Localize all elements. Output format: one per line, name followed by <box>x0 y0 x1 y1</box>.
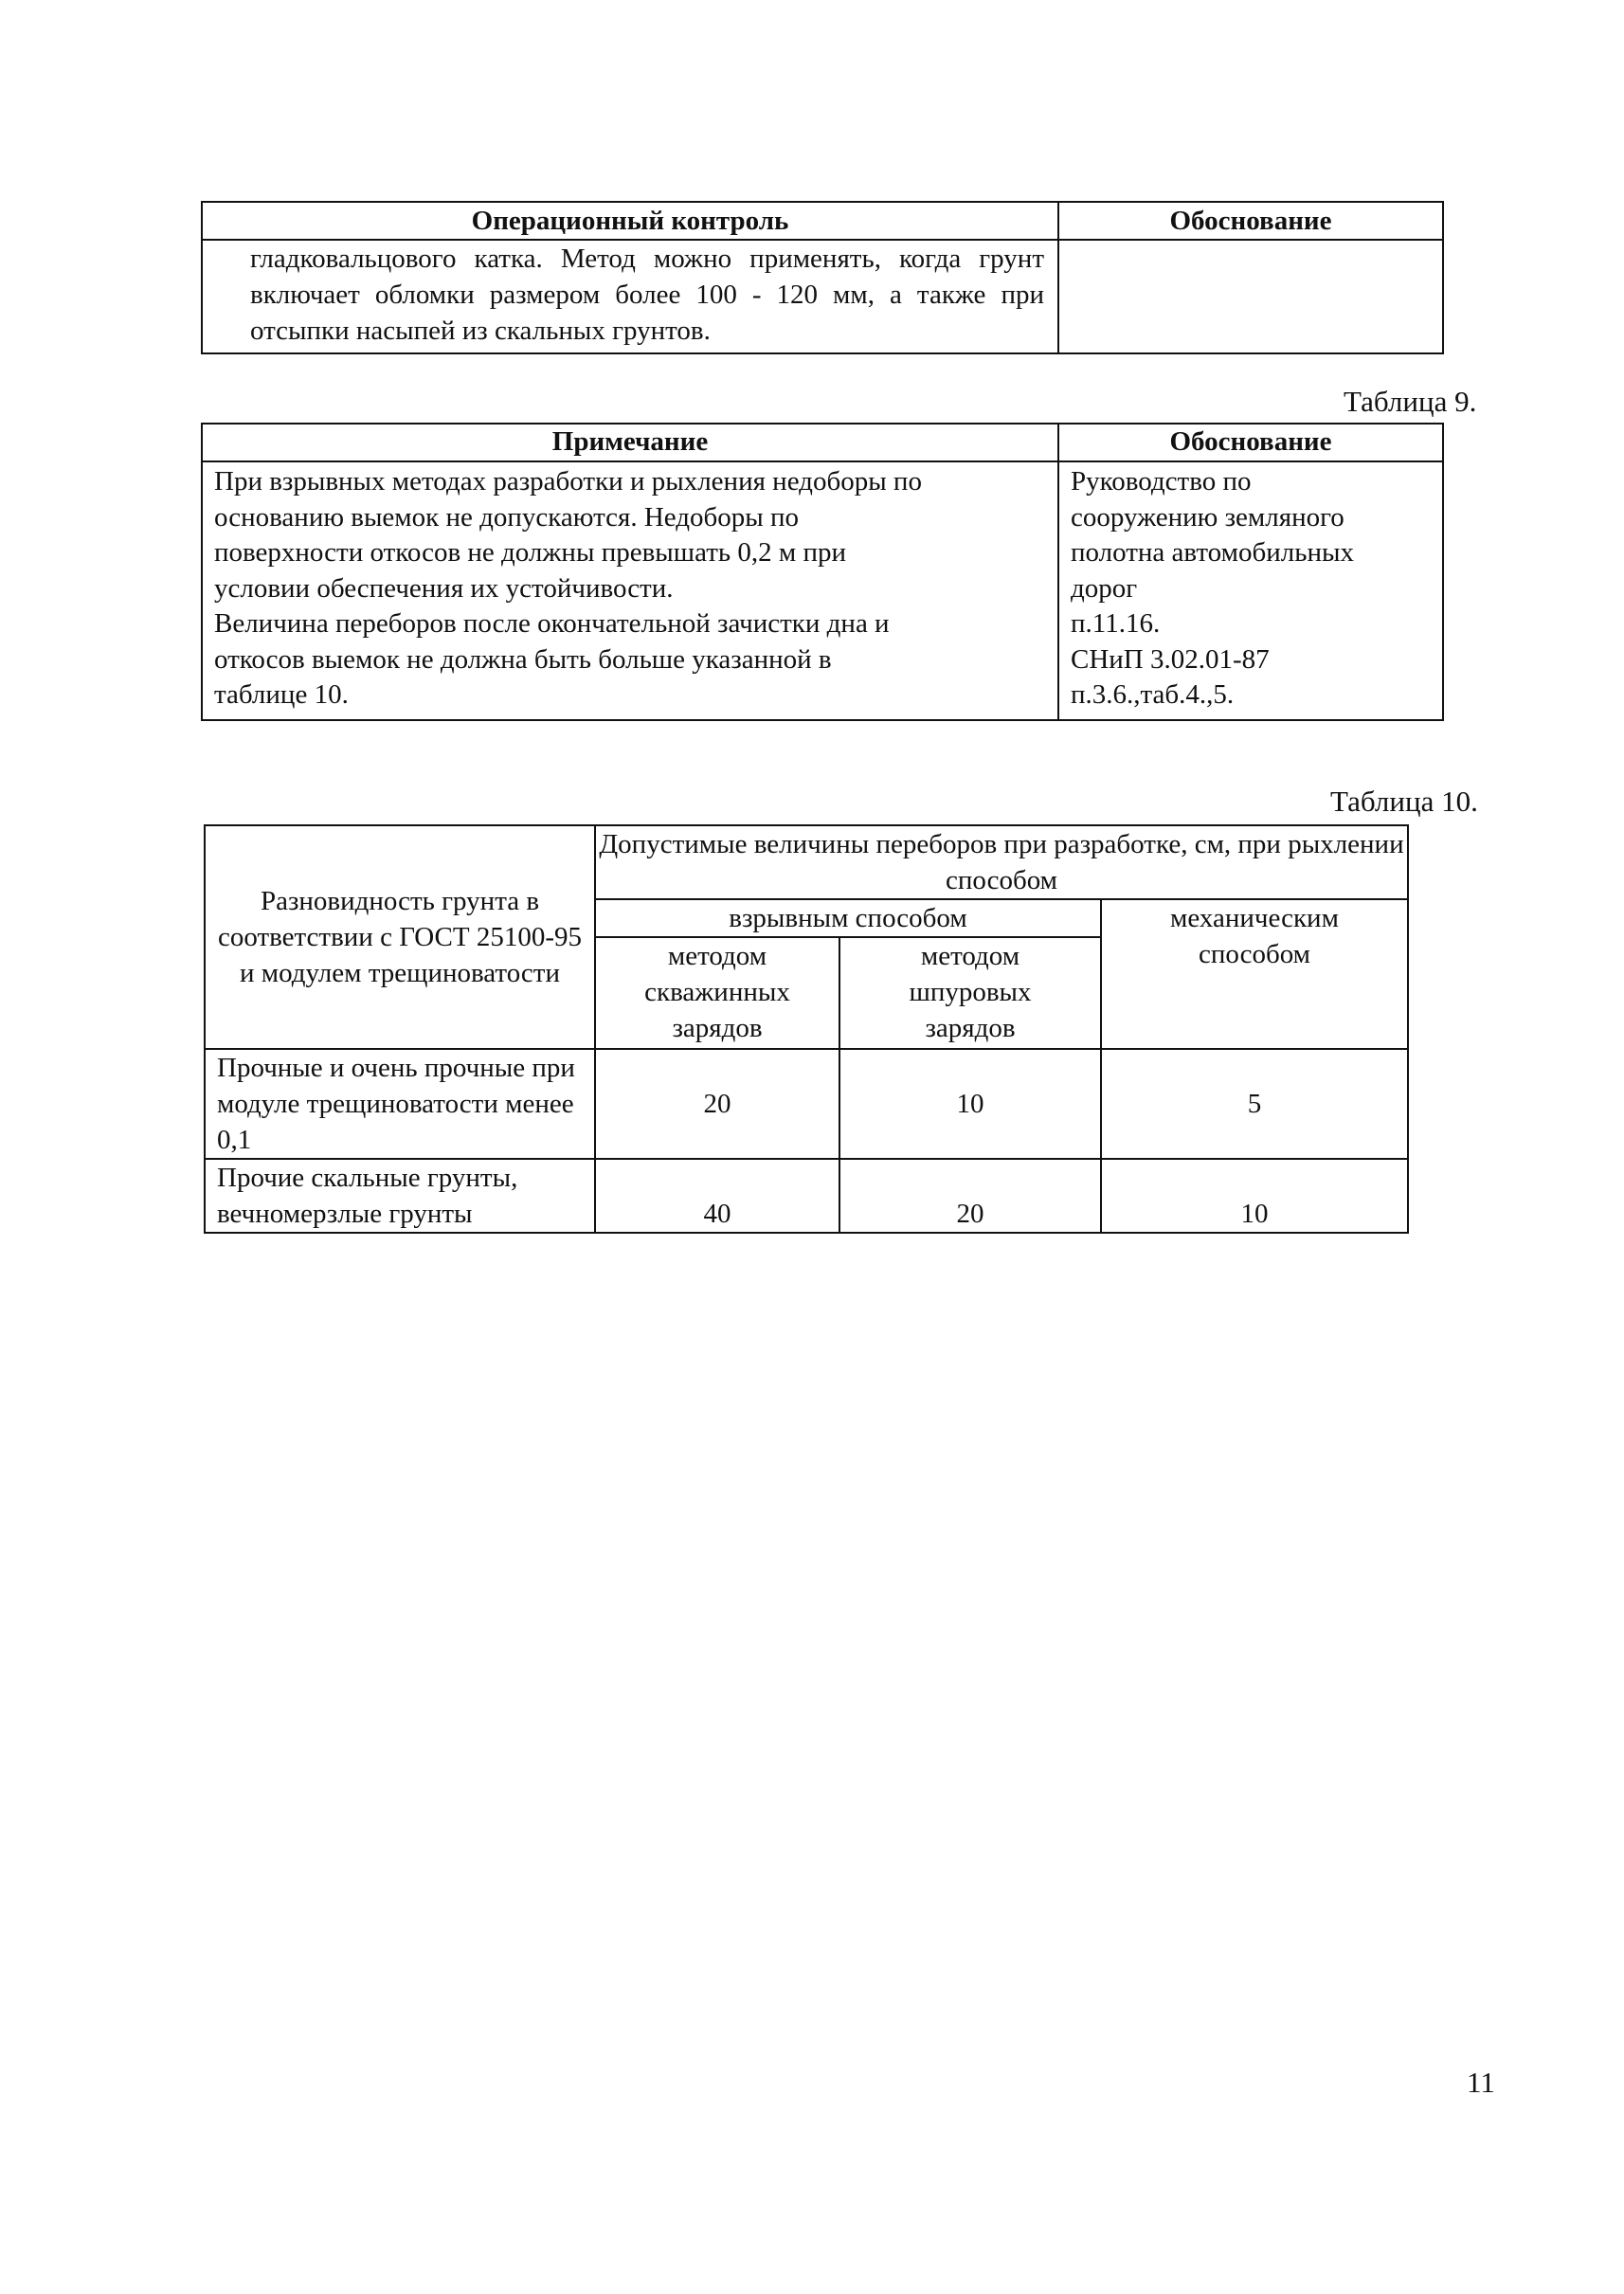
header-operational-control: Операционный контроль <box>202 202 1058 240</box>
table-row <box>202 240 1443 353</box>
note-line: основанию выемок не допускаются. Недоборы по <box>214 501 800 533</box>
table-row <box>205 1049 1408 1159</box>
header-mechanical-method: механическим способом <box>1101 899 1408 1049</box>
basis-line: п.11.16. <box>1071 608 1161 639</box>
header-basis: Обоснование <box>1058 424 1443 461</box>
basis-line: полотна автомобильных <box>1071 537 1354 568</box>
page-number: 11 <box>1467 2066 1495 2099</box>
table-header-row <box>202 202 1443 240</box>
table-header-row <box>205 825 1408 899</box>
ground-type-cell: Прочные и очень прочные при модуле трещиноватости менее 0,1 <box>205 1049 595 1159</box>
basis-line: СНиП 3.02.01-87 <box>1071 643 1270 675</box>
table9-caption: Таблица 9. <box>1344 385 1477 418</box>
basis-cell <box>1058 461 1443 720</box>
header-hole-charges: методом шпуровых зарядов <box>839 937 1101 1049</box>
note-line: таблице 10. <box>214 679 349 710</box>
header-basis: Обоснование <box>1058 202 1443 240</box>
basis-line: сооружению земляного <box>1071 501 1344 533</box>
value-well-charges: 20 <box>595 1049 839 1159</box>
note-line: поверхности откосов не должны превышать 0,2 м при <box>214 537 846 568</box>
header-note: Примечание <box>202 424 1058 461</box>
basis-cell-empty <box>1058 240 1443 353</box>
table10-caption: Таблица 10. <box>1330 785 1478 818</box>
header-blasting-method: взрывным способом <box>595 899 1101 937</box>
value-mechanical: 10 <box>1101 1159 1408 1233</box>
table10 <box>204 824 1409 1234</box>
operational-control-text: гладковальцового катка. Метод можно применять, когда грунт включает обломки размером более 100 - 120 мм, а также при отсыпки насыпей из скальных грунтов. <box>202 240 1058 353</box>
note-line: Величина переборов после окончательной зачистки дна и <box>214 608 890 639</box>
note-line: откосов выемок не должна быть больше указанной в <box>214 643 832 675</box>
operational-control-table <box>201 201 1444 354</box>
table-row <box>205 1159 1408 1233</box>
note-line: условии обеспечения их устойчивости. <box>214 572 674 604</box>
basis-line: дорог <box>1071 572 1138 604</box>
table-header-row <box>202 424 1443 461</box>
table9 <box>201 423 1444 721</box>
value-mechanical: 5 <box>1101 1049 1408 1159</box>
header-well-charges: методом скважинных зарядов <box>595 937 839 1049</box>
value-hole-charges: 20 <box>839 1159 1101 1233</box>
ground-type-cell: Прочие скальные грунты, вечномерзлые грунты <box>205 1159 595 1233</box>
note-cell <box>202 461 1058 720</box>
header-ground-type: Разновидность грунта в соответствии с ГОСТ 25100-95 и модулем трещиноватости <box>205 825 595 1049</box>
note-line: При взрывных методах разработки и рыхления недоборы по <box>214 466 922 497</box>
basis-line: п.3.6.,таб.4.,5. <box>1071 679 1235 710</box>
table-row <box>202 461 1443 720</box>
basis-line: Руководство по <box>1071 466 1252 497</box>
value-well-charges: 40 <box>595 1159 839 1233</box>
header-allowed-overbreak: Допустимые величины переборов при разработке, см, при рыхлении способом <box>595 825 1408 899</box>
value-hole-charges: 10 <box>839 1049 1101 1159</box>
